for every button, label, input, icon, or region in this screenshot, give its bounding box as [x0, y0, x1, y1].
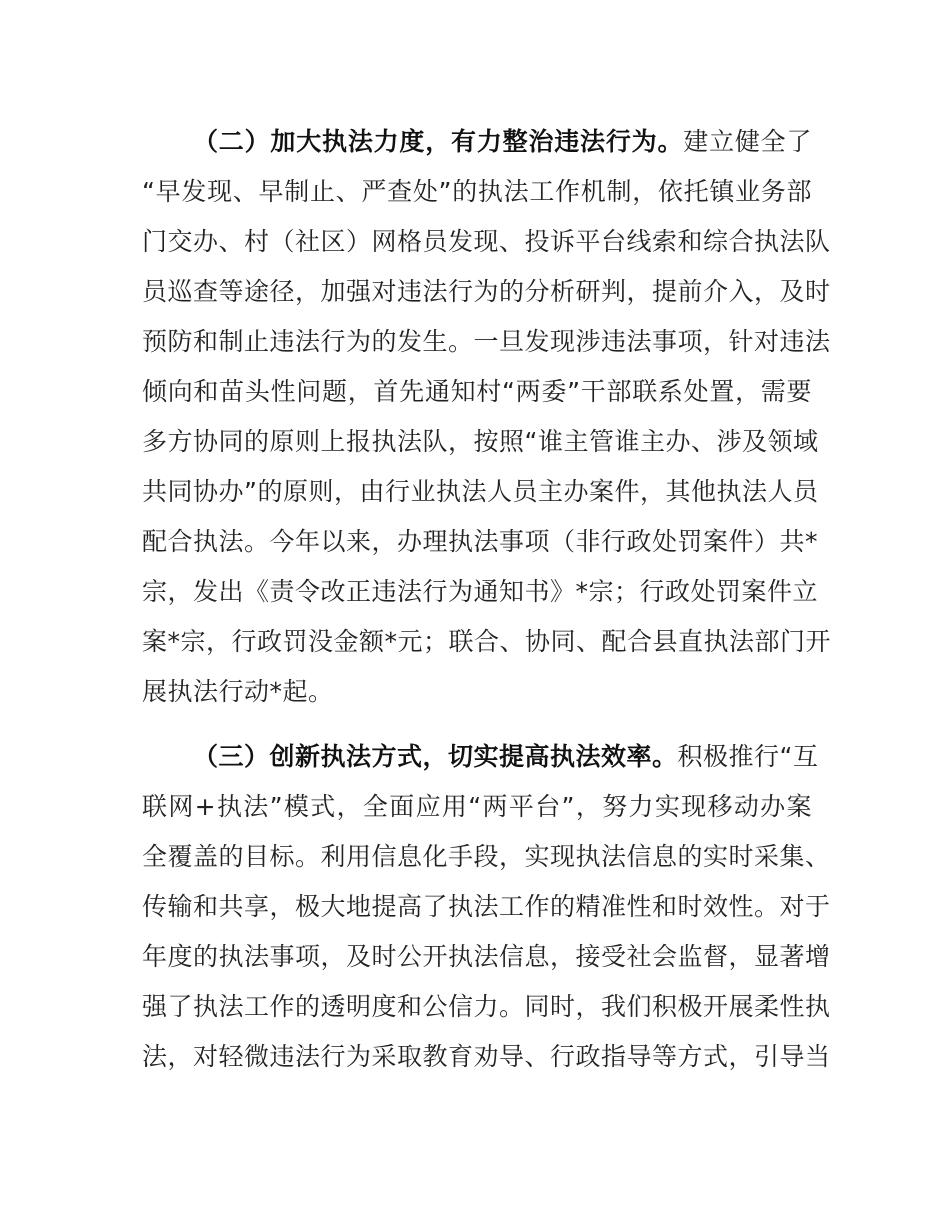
paragraph-2-line-7: 多方协同的原则上报执法队，按照“谁主管谁主办、涉及领域 — [142, 427, 819, 456]
paragraph-3-heading: （三）创新执法方式，切实提高执法效率。 — [193, 742, 678, 771]
paragraph-2-line-6: 倾向和苗头性问题，首先通知村“两委”干部联系处置，需要 — [142, 377, 812, 406]
paragraph-2-line-9: 配合执法。今年以来，办理执法事项（非行政处罚案件）共* — [142, 527, 819, 556]
paragraph-3-line-1 — [193, 737, 819, 777]
paragraph-2-text: 建立健全了 — [683, 127, 812, 156]
paragraph-3-line-7: 法，对轻微违法行为采取教育劝导、行政指导等方式，引导当 — [142, 1042, 831, 1071]
paragraph-2-line-2: “早发现、早制止、严查处”的执法工作机制，依托镇业务部 — [142, 177, 812, 206]
paragraph-2-line-11: 案*宗，行政罚没金额*元；联合、协同、配合县直执法部门开 — [142, 627, 832, 656]
paragraph-2-line-5: 预防和制止违法行为的发生。一旦发现涉违法事项，针对违法 — [142, 327, 831, 356]
paragraph-2-heading: （二）加大执法力度，有力整治违法行为。 — [193, 127, 684, 156]
paragraph-2-line-8: 共同协办”的原则，由行业执法人员主办案件，其他执法人员 — [142, 477, 819, 506]
paragraph-3-line-3: 全覆盖的目标。利用信息化手段，实现执法信息的实时采集、 — [142, 842, 831, 871]
paragraph-3-line-2: 联网+执法”模式，全面应用“两平台”，努力实现移动办案 — [142, 792, 812, 821]
paragraph-3-text: 积极推行“互 — [677, 742, 819, 771]
paragraph-2-line-3: 门交办、村（社区）网格员发现、投诉平台线索和综合执法队 — [142, 227, 831, 256]
paragraph-3-line-6: 强了执法工作的透明度和公信力。同时，我们积极开展柔性执 — [142, 992, 831, 1021]
paragraph-2-line-12: 展执法行动*起。 — [142, 677, 334, 706]
paragraph-2-line-1 — [193, 122, 812, 162]
paragraph-2-line-10: 宗，发出《责令改正违法行为通知书》*宗；行政处罚案件立 — [142, 577, 819, 606]
paragraph-3-line-4: 传输和共享，极大地提高了执法工作的精准性和时效性。对于 — [142, 892, 831, 921]
paragraph-2-line-4: 员巡查等途径，加强对违法行为的分析研判，提前介入，及时 — [142, 277, 831, 306]
paragraph-3-line-5: 年度的执法事项，及时公开执法信息，接受社会监督，显著增 — [142, 942, 831, 971]
